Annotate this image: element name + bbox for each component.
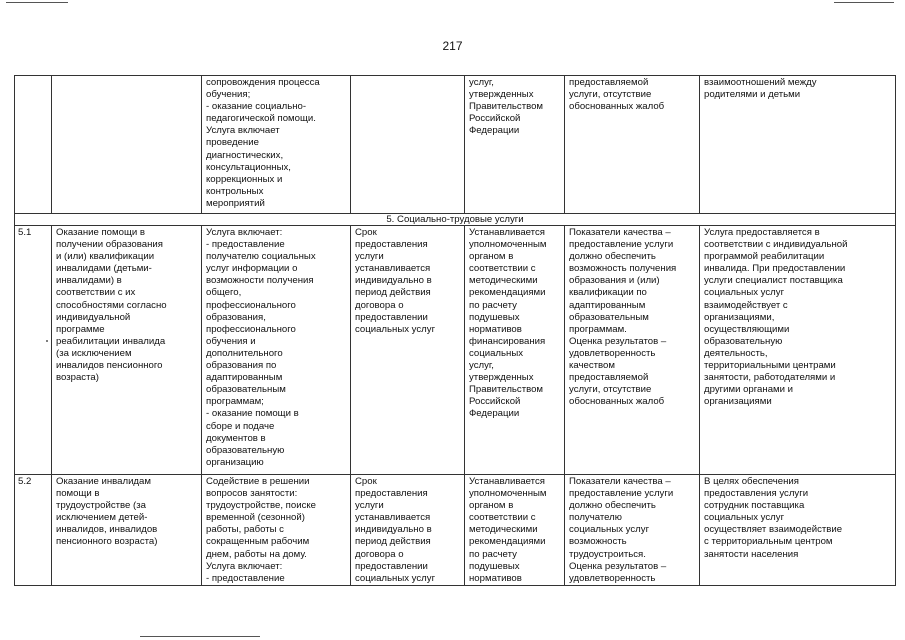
services-table <box>14 75 896 586</box>
section-header-row <box>15 214 896 226</box>
cell-service-name <box>52 76 202 214</box>
page-number: 217 <box>442 39 463 53</box>
cell-service-norm: Устанавливается уполномоченным органом в соответствии с методическими рекомендациями по расчету подушевых нормативов <box>465 475 565 586</box>
cell-num: 5.2 <box>15 475 52 586</box>
cell-service-content: Услуга включает: - предоставление получателю социальных услуг информации о возможности получения общего, профессионального образования, профессионального обучения и дополнительного образования по адаптированным образовательным программам; - оказание помощи в сборе и подаче документов в образовательную организацию <box>202 226 351 475</box>
cell-num <box>15 76 52 214</box>
cell-service-term: Срок предоставления услуги устанавливается индивидуально в период действия договора о предоставлении социальных услуг <box>351 475 465 586</box>
table-row-5-1 <box>15 226 896 475</box>
cell-service-norm: Устанавливается уполномоченным органом в соответствии с методическими рекомендациями по расчету подушевых нормативов финансирования социальных услуг, утвержденных Правительством Российской Федерации <box>465 226 565 475</box>
section-title: 5. Социально-трудовые услуги <box>15 214 896 226</box>
cell-service-content: сопровождения процесса обучения; - оказание социально- педагогической помощи. Услуга включает проведение диагностических, консультационных, коррекционных и контрольных мероприятий <box>202 76 351 214</box>
cell-service-conditions: Услуга предоставляется в соответствии с индивидуальной программой реабилитации инвалида. При предоставлении услуги специалист поставщика социальных услуг взаимодействует с организациями, осуществляющими образовательную деятельность, территориальными центрами занятости, работодателями и другими органами и организациями <box>700 226 896 475</box>
cell-service-quality: предоставляемой услуги, отсутствие обоснованных жалоб <box>565 76 700 214</box>
cell-service-conditions: взаимоотношений между родителями и детьми <box>700 76 896 214</box>
cell-service-quality: Показатели качества – предоставление услуги должно обеспечить возможность получения образования и (или) квалификации по адаптированным образовательным программам. Оценка результатов – удовлетворенность качеством предоставляемой услуги, отсутствие обоснованных жалоб <box>565 226 700 475</box>
cell-service-quality: Показатели качества – предоставление услуги должно обеспечить получателю социальных услуг возможность трудоустроиться. Оценка результатов – удовлетворенность <box>565 475 700 586</box>
cell-service-conditions: В целях обеспечения предоставления услуги сотрудник поставщика социальных услуг осуществляет взаимодействие с территориальным центром занятости населения <box>700 475 896 586</box>
cell-num: 5.1 <box>15 226 52 475</box>
bottom-edge-line <box>140 636 260 637</box>
cell-service-norm: услуг, утвержденных Правительством Российской Федерации <box>465 76 565 214</box>
cell-service-term <box>351 76 465 214</box>
cell-service-term: Срок предоставления услуги устанавливается индивидуально в период действия договора о предоставлении социальных услуг <box>351 226 465 475</box>
cell-service-name: Оказание помощи в получении образования и (или) квалификации инвалидами (детьми- инвалидами) в соответствии с их способностями согласно индивидуальной программе реабилитации инвалида (за исключением инвалидов пенсионного возраста) <box>52 226 202 475</box>
table-row-continuation <box>15 76 896 214</box>
cell-service-name: Оказание инвалидам помощи в трудоустройстве (за исключением детей- инвалидов, инвалидов пенсионного возраста) <box>52 475 202 586</box>
scan-speck <box>46 340 48 342</box>
cell-service-content: Содействие в решении вопросов занятости: трудоустройстве, поиске временной (сезонной) работы, работы с сокращенным рабочим днем, работы на дому. Услуга включает: - предоставление <box>202 475 351 586</box>
top-edge-line-right <box>834 2 894 3</box>
table-row-5-2 <box>15 475 896 586</box>
top-edge-line-left <box>6 2 68 3</box>
